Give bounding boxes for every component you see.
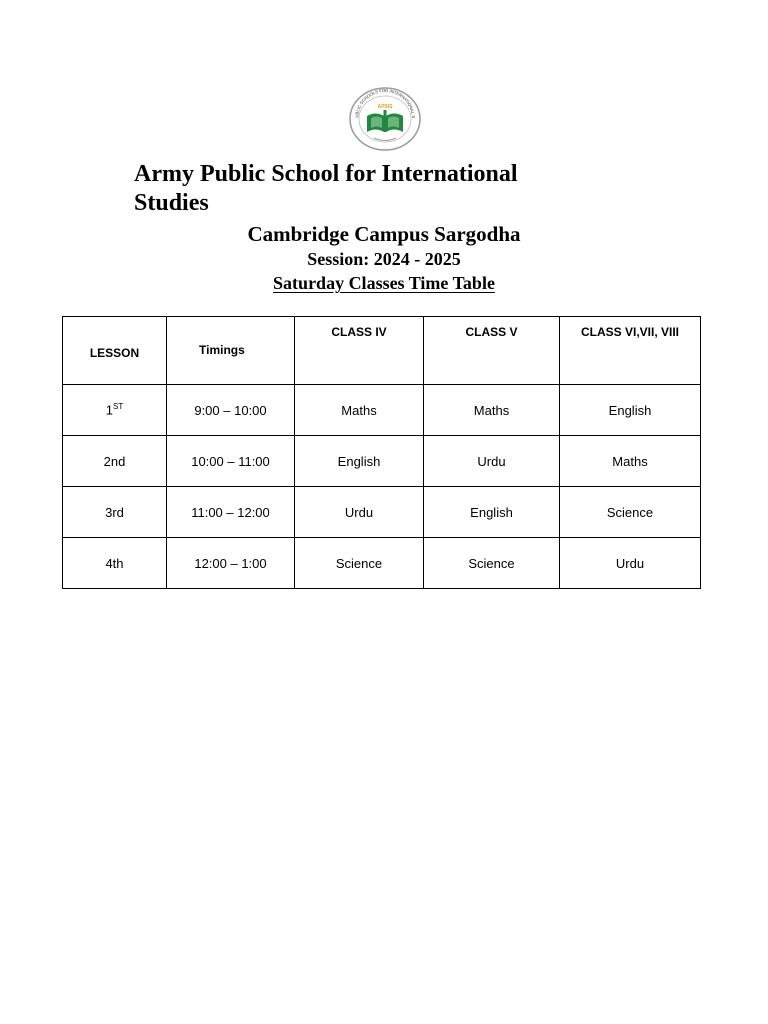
timetable-title: Saturday Classes Time Table xyxy=(273,273,495,293)
column-header-timings: Timings xyxy=(167,317,295,385)
class-v-cell: Maths xyxy=(424,385,560,436)
timing-cell: 10:00 – 11:00 xyxy=(167,436,295,487)
class-iv-cell: Maths xyxy=(295,385,424,436)
timing-cell: 11:00 – 12:00 xyxy=(167,487,295,538)
apsis-logo-icon xyxy=(347,86,423,152)
timing-cell: 12:00 – 1:00 xyxy=(167,538,295,589)
lesson-cell: 4th xyxy=(63,538,167,589)
table-row xyxy=(63,385,701,436)
column-header-lesson: LESSON xyxy=(63,317,167,385)
session-label: Session: 2024 - 2025 xyxy=(307,249,461,269)
campus-name: Cambridge Campus Sargodha xyxy=(247,222,521,246)
table-row xyxy=(63,538,701,589)
table-header-row xyxy=(63,317,701,385)
class-iv-cell: Urdu xyxy=(295,487,424,538)
column-header-class-iv: CLASS IV xyxy=(295,317,424,385)
class-iv-cell: Science xyxy=(295,538,424,589)
class-v-cell: Urdu xyxy=(424,436,560,487)
class-vi-viii-cell: Urdu xyxy=(560,538,701,589)
table-row xyxy=(63,487,701,538)
logo-center-text: APSIS xyxy=(377,104,393,110)
class-vi-viii-cell: Maths xyxy=(560,436,701,487)
class-v-cell: Science xyxy=(424,538,560,589)
logo-ring-text: UBLIC SCHOOLS FOR INTERNATIONAL S xyxy=(354,87,417,119)
timetable xyxy=(62,316,701,589)
lesson-cell: 2nd xyxy=(63,436,167,487)
column-header-class-vi-viii: CLASS VI,VII, VIII xyxy=(560,317,701,385)
class-iv-cell: English xyxy=(295,436,424,487)
class-v-cell: English xyxy=(424,487,560,538)
timing-cell: 9:00 – 10:00 xyxy=(167,385,295,436)
lesson-cell: 1ST xyxy=(63,385,167,436)
school-name: Army Public School for International Studies xyxy=(134,161,518,216)
class-vi-viii-cell: Science xyxy=(560,487,701,538)
column-header-class-v: CLASS V xyxy=(424,317,560,385)
table-row xyxy=(63,436,701,487)
lesson-cell: 3rd xyxy=(63,487,167,538)
class-vi-viii-cell: English xyxy=(560,385,701,436)
